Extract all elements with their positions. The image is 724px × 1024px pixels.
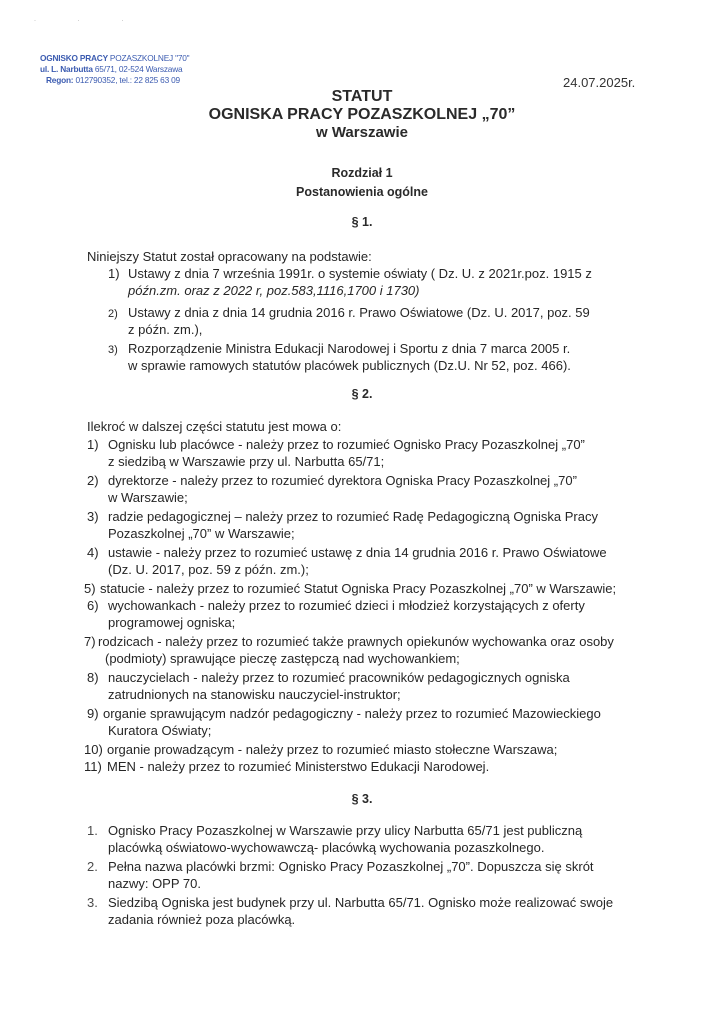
item-text-line: nazwy: OPP 70. [108, 876, 201, 891]
item-text-line: Pełna nazwa placówki brzmi: Ognisko Pracy Pozaszkolnej „70”. Dopuszcza się skrót [108, 859, 594, 874]
section-2-item [87, 508, 655, 542]
document-title: STATUT [331, 88, 393, 105]
section-2-item [87, 436, 655, 470]
section-1-item [108, 265, 655, 299]
item-number: 8) [87, 670, 99, 685]
item-text-line: Rozporządzenie Ministra Edukacji Narodowej i Sportu z dnia 7 marca 2005 r. [128, 341, 571, 356]
item-text-line: dyrektorze - należy przez to rozumieć dyrektora Ogniska Pracy Pozaszkolnej „70” [108, 473, 577, 488]
item-text-line: zatrudnionych na stanowisku nauczyciel-instruktor; [108, 687, 401, 702]
item-number: 2. [87, 859, 98, 874]
section-3-item [87, 894, 655, 928]
item-text-line: Ustawy z dnia 7 września 1991r. o systemie oświaty ( Dz. U. z 2021r.poz. 1915 z [128, 266, 592, 281]
item-number: 11) [84, 759, 102, 774]
item-text-line: rodzicach - należy przez to rozumieć także prawnych opiekunów wychowanka oraz osoby [98, 634, 614, 649]
stamp-name-rest: POZASZKOLNEJ "70" [109, 53, 190, 63]
item-text-line: późn.zm. oraz z 2022 r, poz.583,1116,1700 i 1730) [128, 283, 420, 298]
item-text-line: w Warszawie; [108, 490, 188, 505]
section-3-item [87, 858, 655, 892]
document-title-city: w Warszawie [316, 124, 408, 141]
item-text-line: wychowankach - należy przez to rozumieć dzieci i młodzież korzystających z oferty [108, 598, 585, 613]
section-2-item [84, 758, 655, 775]
section-2-mark: § 2. [351, 387, 373, 401]
item-text-line: Ognisko Pracy Pozaszkolnej w Warszawie przy ulicy Narbutta 65/71 jest publiczną [108, 823, 583, 838]
document-date: 24.07.2025r. [563, 75, 636, 90]
stamp-regon-label: Regon: [46, 75, 74, 85]
section-2-item [84, 580, 655, 597]
item-text-line: zadania również poza placówką. [108, 912, 296, 927]
section-2-item [87, 705, 655, 739]
stamp-line-address [40, 64, 240, 75]
item-text-line: z siedzibą w Warszawie przy ul. Narbutta 65/71; [108, 454, 385, 469]
scan-specks: · · · [34, 18, 144, 24]
section-2-item [84, 741, 655, 758]
item-number: 10) [84, 742, 103, 757]
document-title-institution: OGNISKA PRACY POZASZKOLNEJ „70” [208, 106, 516, 123]
section-2-item [87, 544, 655, 578]
item-number: 3) [108, 344, 118, 356]
item-text-line: ustawie - należy przez to rozumieć ustawę z dnia 14 grudnia 2016 r. Prawo Oświatowe [108, 545, 607, 560]
item-text-line: z późn. zm.), [128, 322, 203, 337]
item-text-line: radzie pedagogicznej – należy przez to rozumieć Radę Pedagogiczną Ogniska Pracy [108, 509, 598, 524]
item-text-line: Kuratora Oświaty; [108, 723, 212, 738]
section-1-item [108, 340, 655, 374]
item-text-line: w sprawie ramowych statutów placówek publicznych (Dz.U. Nr 52, poz. 466). [128, 358, 571, 373]
stamp-line-name [40, 53, 240, 64]
section-1-intro: Niniejszy Statut został opracowany na podstawie: [87, 249, 372, 264]
item-number: 2) [108, 308, 118, 320]
item-text-line: (podmioty) sprawujące pieczę zastępczą nad wychowankiem; [105, 651, 460, 666]
item-text-line: Siedzibą Ogniska jest budynek przy ul. Narbutta 65/71. Ognisko może realizować swoje [108, 895, 614, 910]
item-text-line: statucie - należy przez to rozumieć Statut Ogniska Pracy Pozaszkolnej „70” w Warszawie; [100, 581, 617, 596]
item-number: 1) [87, 437, 99, 452]
item-number: 2) [87, 473, 99, 488]
stamp-address-bold: ul. L. Narbutta [40, 64, 93, 74]
section-2-item [87, 669, 655, 703]
item-text-line: programowej ogniska; [108, 615, 236, 630]
section-2-item [87, 472, 655, 506]
item-number: 3. [87, 895, 98, 910]
item-text-line: MEN - należy przez to rozumieć Ministerstwo Edukacji Narodowej. [107, 759, 490, 774]
stamp-address-rest: 65/71, 02-524 Warszawa [94, 64, 183, 74]
item-text-line: Ognisku lub placówce - należy przez to rozumieć Ognisko Pracy Pozaszkolnej „70” [108, 437, 585, 452]
section-2-item [84, 633, 655, 667]
item-text-line: nauczycielach - należy przez to rozumieć pracowników pedagogicznych ogniska [108, 670, 570, 685]
chapter-name: Postanowienia ogólne [296, 185, 428, 199]
item-number: 5) [84, 581, 96, 596]
stamp-regon-value: 012790352, tel.: 22 825 63 09 [75, 75, 180, 85]
item-number: 6) [87, 598, 99, 613]
stamp-line-regon [40, 75, 240, 86]
item-text-line: organie prowadzącym - należy przez to rozumieć miasto stołeczne Warszawa; [107, 742, 558, 757]
item-number: 4) [87, 545, 99, 560]
item-text-line: placówką oświatowo-wychowawczą- placówką wychowania pozaszkolnego. [108, 840, 545, 855]
item-text-line: (Dz. U. 2017, poz. 59 z późn. zm.); [108, 562, 309, 577]
item-number: 3) [87, 509, 99, 524]
item-number: 1. [87, 823, 98, 838]
institution-stamp [40, 53, 240, 86]
section-1-item [108, 304, 655, 338]
item-number: 7) [84, 634, 96, 649]
item-text-line: Pozaszkolnej „70” w Warszawie; [108, 526, 295, 541]
section-3-item [87, 822, 655, 856]
section-2-item [87, 597, 655, 631]
section-1-mark: § 1. [351, 215, 373, 229]
stamp-name-bold: OGNISKO PRACY [40, 53, 108, 63]
section-3-mark: § 3. [351, 792, 373, 806]
item-number: 1) [108, 266, 120, 281]
item-number: 9) [87, 706, 99, 721]
section-2-intro: Ilekroć w dalszej części statutu jest mowa o: [87, 419, 342, 434]
item-text-line: Ustawy z dnia z dnia 14 grudnia 2016 r. Prawo Oświatowe (Dz. U. 2017, poz. 59 [128, 305, 590, 320]
item-text-line: organie sprawującym nadzór pedagogiczny - należy przez to rozumieć Mazowieckiego [103, 706, 601, 721]
chapter-number: Rozdział 1 [331, 166, 393, 180]
